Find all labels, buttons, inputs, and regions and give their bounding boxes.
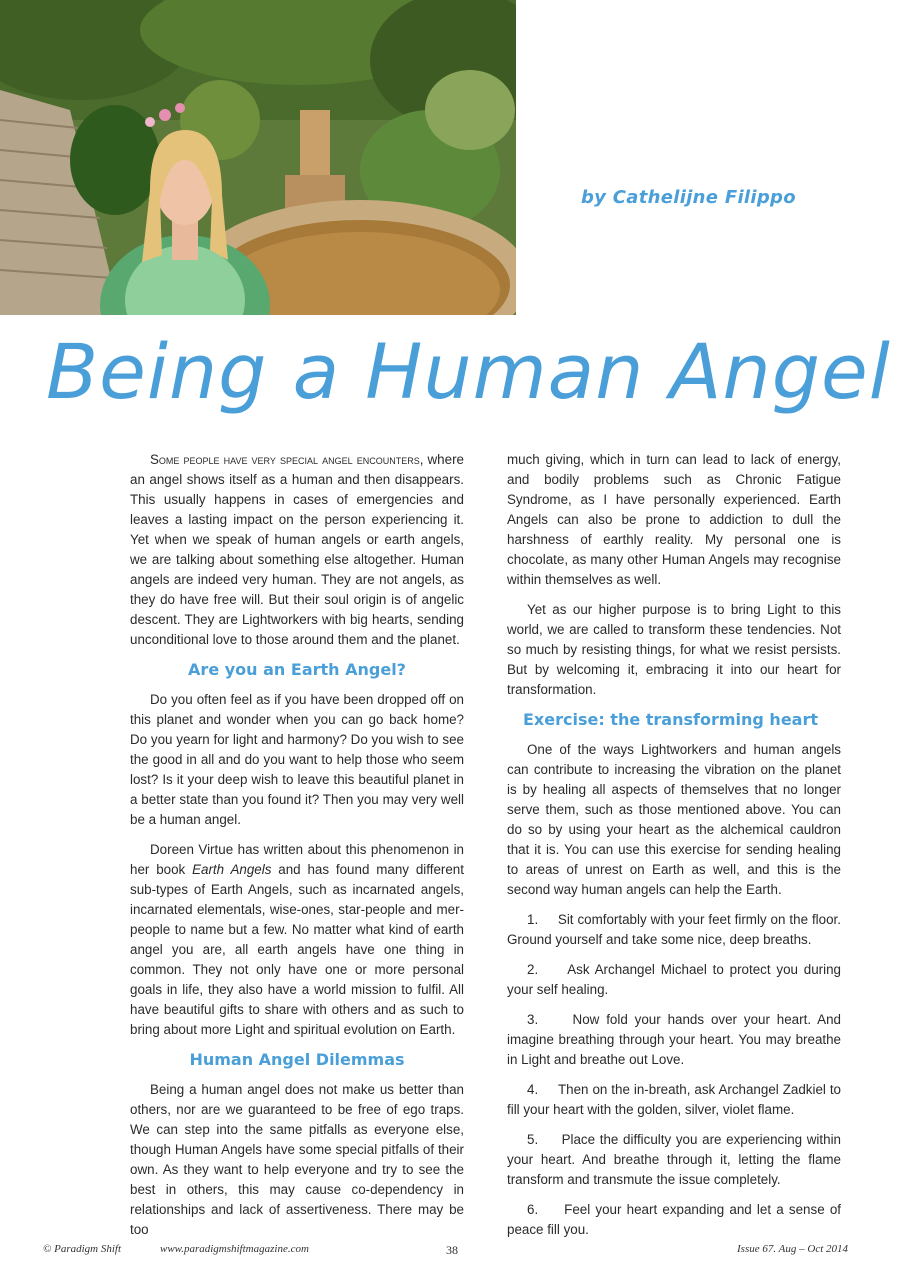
paragraph: Do you often feel as if you have been dropped off on this planet and wonder when you can go back home? Do you yearn for light and harmony? Do you wish to see the good in all and do you want to help those who seem lost? Is it your deep wish to leave this beautiful planet in a better state than you found it? Then you may very well be a human angel. [130,692,464,827]
left-column [130,450,464,1250]
footer-url[interactable]: www.paradigmshiftmagazine.com [160,1243,309,1255]
step-item: 1. Sit comfortably with your feet firmly on the floor. Ground yourself and take some nice, deep breaths. [507,912,841,947]
heading-dilemmas: Human Angel Dilemmas [189,1050,405,1069]
step-item: 4. Then on the in-breath, ask Archangel Zadkiel to fill your heart with the golden, silver, violet flame. [507,1082,842,1117]
right-column [507,450,841,1250]
paragraph: Being a human angel does not make us better than others, nor are we guaranteed to be free of ego traps. We can step into the same pitfalls as everyone else, though Human Angels have some special pitfalls of their own. As they want to help everyone and try to see the best in others, this may cause co-dependency in relationships and lack of assertiveness. There may be too [130,1082,464,1237]
step-item: 2. Ask Archangel Michael to protect you during your self healing. [507,962,841,997]
heading-earth-angel: Are you an Earth Angel? [188,660,406,679]
page-number: 38 [446,1243,458,1257]
footer-copyright: © Paradigm Shift [43,1243,122,1255]
intro-text: where an angel shows itself as a human and then disappears. This usually happens in cases of emergencies and leaves a lasting impact on the person experiencing it. Yet when we speak of human angels or earth angels, we are talking about something else altogether. Human angels are indeed very human. They are not angels, as they do have free will. But their soul origin is of angelic descent. They are Lightworkers with big hearts, sending unconditional love to those around them and the planet. [130,452,464,647]
book-title: Earth Angels [192,862,272,877]
intro-paragraph [130,450,464,650]
page-footer [0,1243,905,1263]
byline: by Cathelijne Filippo [581,187,796,208]
paragraph: Doreen Virtue has written about this phenomenon in her book Earth Angels and has found many different sub-types of Earth Angels, such as incarnated angels, incarnated elementals, wise-ones, star-people and mer-people to name but a few. No matter what kind of earth angel you are, all earth angels have one thing in common. They not only have one or more personal goals in life, they also have a world mission to fulfil. All have beautiful gifts to share with others and as such to bring about more Light and spiritual evolution on Earth. [130,842,464,1037]
paragraph: Yet as our higher purpose is to bring Light to this world, we are called to transform these tendencies. Not so much by resisting things, for what we resist persists. But by welcoming it, embracing it into our heart for transformation. [507,602,841,697]
paragraph: One of the ways Lightworkers and human angels can contribute to increasing the vibration on the planet is by healing all aspects of themselves that no longer serve them, such as those mentioned above. You can do so by using your heart as the alchemical cauldron that it is. You can use this exercise for sending healing to areas of unrest on Earth as well, and this is the second way human angels can help the Earth. [507,742,841,897]
intro-lead: Some people have very special angel encounters, [150,452,424,467]
step-item: 6. Feel your heart expanding and let a sense of peace fill you. [507,1202,842,1237]
page-title: Being a Human Angel [46,327,891,416]
footer-issue: Issue 67. Aug – Oct 2014 [737,1243,849,1255]
step-item: 5. Place the difficulty you are experiencing within your heart. And breathe through it, letting the flame transform and transmute the issue completely. [507,1132,842,1187]
author-photo [0,0,516,315]
heading-exercise: Exercise: the transforming heart [523,710,819,729]
paragraph: much giving, which in turn can lead to lack of energy, and bodily problems such as Chronic Fatigue Syndrome, as I have personally experienced. Earth Angels can also be prone to addiction to dull the harshness of earthly reality. My personal one is chocolate, as many other Human Angels may recognise within themselves as well. [507,452,841,587]
step-item: 3. Now fold your hands over your heart. And imagine breathing through your heart. You may breathe in Light and breathe out Love. [507,1012,841,1067]
